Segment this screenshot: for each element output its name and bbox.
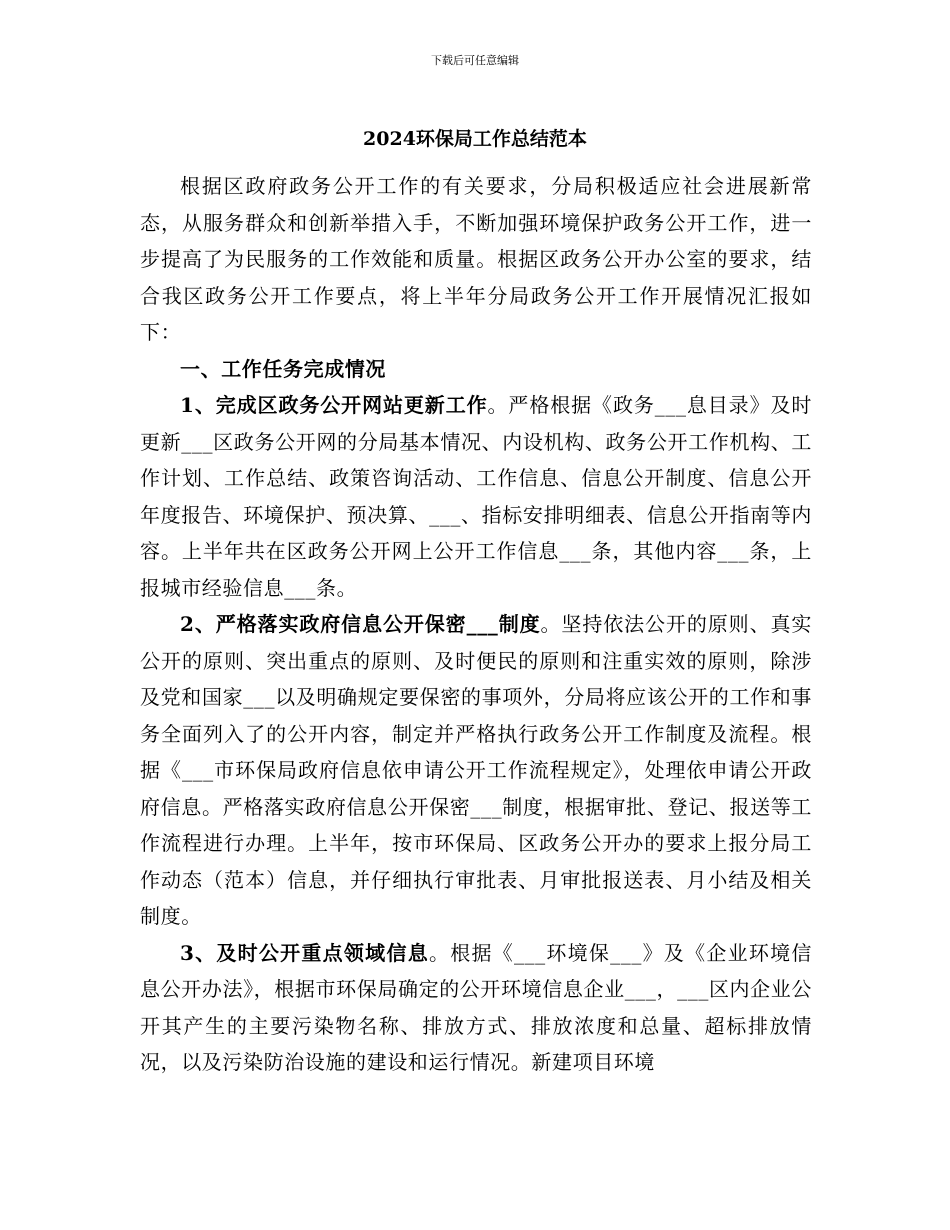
item-paragraph-2 — [140, 606, 812, 935]
item-body-2: 。坚持依法公开的原则、真实公开的原则、突出重点的原则、及时便民的原则和注重实效的原则，除涉及党和国家___以及明确规定要保密的事项外，分局将应该公开的工作和事务全面列入了的公开内容，制定并严格执行政务公开工作制度及流程。根据《___市环保局政府信息依申请公开工作流程规定》，处理依申请公开政府信息。严格落实政府信息公开保密___制度，根据审批、登记、报送等工作流程进行办理。上半年，按市环保局、区政务公开办的要求上报分局工作动态（范本）信息，并仔细执行审批表、月审批报送表、月小结及相关制度。 — [140, 612, 812, 928]
section-heading: 一、工作任务完成情况 — [180, 356, 386, 381]
document-title: 2024环保局工作总结范本 — [363, 128, 587, 150]
item-body-1: 。严格根据《政务___息目录》及时更新___区政务公开网的分局基本情况、内设机构、政务公开工作机构、工作计划、工作总结、政策咨询活动、工作信息、信息公开制度、信息公开年度报告、环境保护、预决算、___、指标安排明细表、信息公开指南等内容。上半年共在区政务公开网上公开工作信息___条，其他内容___条，上报城市经验信息___条。 — [140, 393, 812, 600]
item-body-3: 。根据《___环境保___》及《企业环境信息公开办法》，根据市环保局确定的公开环境信息企业___，___区内企业公开其产生的主要污染物名称、排放方式、排放浓度和总量、超标排放情况，以及污染防治设施的建设和运行情况。新建项目环境 — [140, 940, 812, 1074]
item-lead-1: 1、完成区政务公开网站更新工作 — [180, 393, 488, 417]
page-header-note: 下载后可任意编辑 — [431, 54, 519, 67]
item-paragraph-3 — [140, 935, 812, 1081]
item-paragraph-1 — [140, 387, 812, 606]
item-lead-3: 3、及时公开重点领域信息 — [180, 940, 429, 965]
document-body — [140, 168, 812, 1081]
intro-paragraph: 根据区政府政务公开工作的有关要求，分局积极适应社会进展新常态，从服务群众和创新举措入手，不断加强环境保护政务公开工作，进一步提高了为民服务的工作效能和质量。根据区政务公开办公室的要求，结合我区政务公开工作要点，将上半年分局政务公开工作开展情况汇报如下： — [140, 174, 812, 344]
item-lead-2: 2、严格落实政府信息公开保密___制度 — [180, 612, 541, 636]
